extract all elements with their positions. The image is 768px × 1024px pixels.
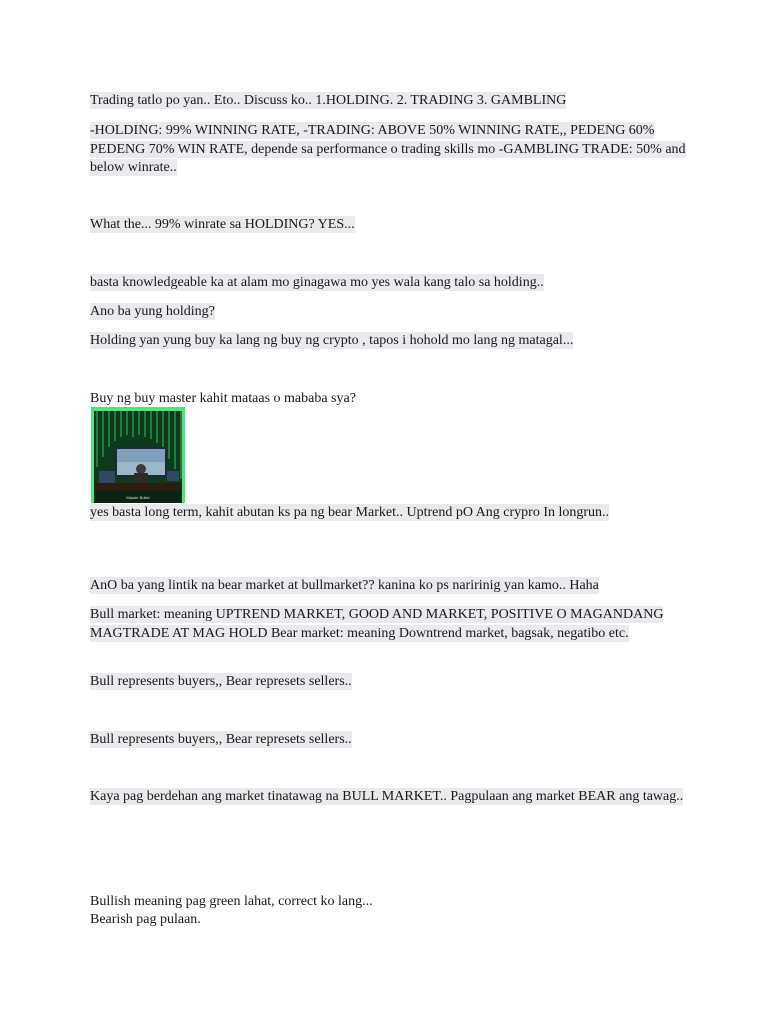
paragraph-bullish: Bullish meaning pag green lahat, correct ko lang... — [90, 894, 373, 909]
paragraph-bull-represents-2: Bull represents buyers,, Bear represets sellers.. — [90, 732, 352, 747]
paragraph-long-term: yes basta long term, kahit abutan ks pa ng bear Market.. Uptrend pO Ang crypro In longrun.. — [90, 505, 610, 520]
paragraph-holding-explained: Holding yan yung buy ka lang ng buy ng crypto , tapos i hohold mo lang ng matagal... — [90, 333, 574, 348]
paragraph-berdehan: Kaya pag berdehan ang market tinatawag na BULL MARKET.. Pagpulaan ang market BEAR ang tawag.. — [90, 789, 684, 804]
paragraph-what-is-holding: Ano ba yung holding? — [90, 304, 215, 319]
image-caption: Master Bullet — [126, 495, 150, 500]
paragraph-bull-represents-1: Bull represents buyers,, Bear represets sellers.. — [90, 674, 352, 689]
paragraph-knowledgeable: basta knowledgeable ka at alam mo ginagawa mo yes wala kang talo sa holding.. — [90, 275, 544, 290]
paragraph-bull-bear-meaning: Bull market: meaning UPTREND MARKET, GOOD AND MARKET, POSITIVE O MAGANDANG MAGTRADE AT MAG HOLD Bear market: meaning Downtrend market, bagsak, negatibo etc. — [90, 607, 664, 641]
paragraph-win-rates: -HOLDING: 99% WINNING RATE, -TRADING: ABOVE 50% WINNING RATE,, PEDENG 60% PEDENG 70% WIN RATE, depende sa performance o trading skills mo -GAMBLING TRADE: 50% and below winrate.. — [90, 123, 686, 175]
paragraph-bearish: Bearish pag pulaan. — [90, 912, 201, 927]
paragraph-bear-bull-question: AnO ba yang lintik na bear market at bullmarket?? kanina ko ps naririnig yan kamo.. Haha — [90, 578, 599, 593]
trading-setup-image — [91, 407, 185, 503]
trading-setup-illustration — [91, 407, 185, 503]
paragraph-holding-question: What the... 99% winrate sa HOLDING? YES... — [90, 217, 355, 232]
paragraph-trading-types: Trading tatlo po yan.. Eto.. Discuss ko.. 1.HOLDING. 2. TRADING 3. GAMBLING — [90, 93, 567, 108]
paragraph-buy-question: Buy ng buy master kahit mataas o mababa sya? — [90, 391, 356, 406]
